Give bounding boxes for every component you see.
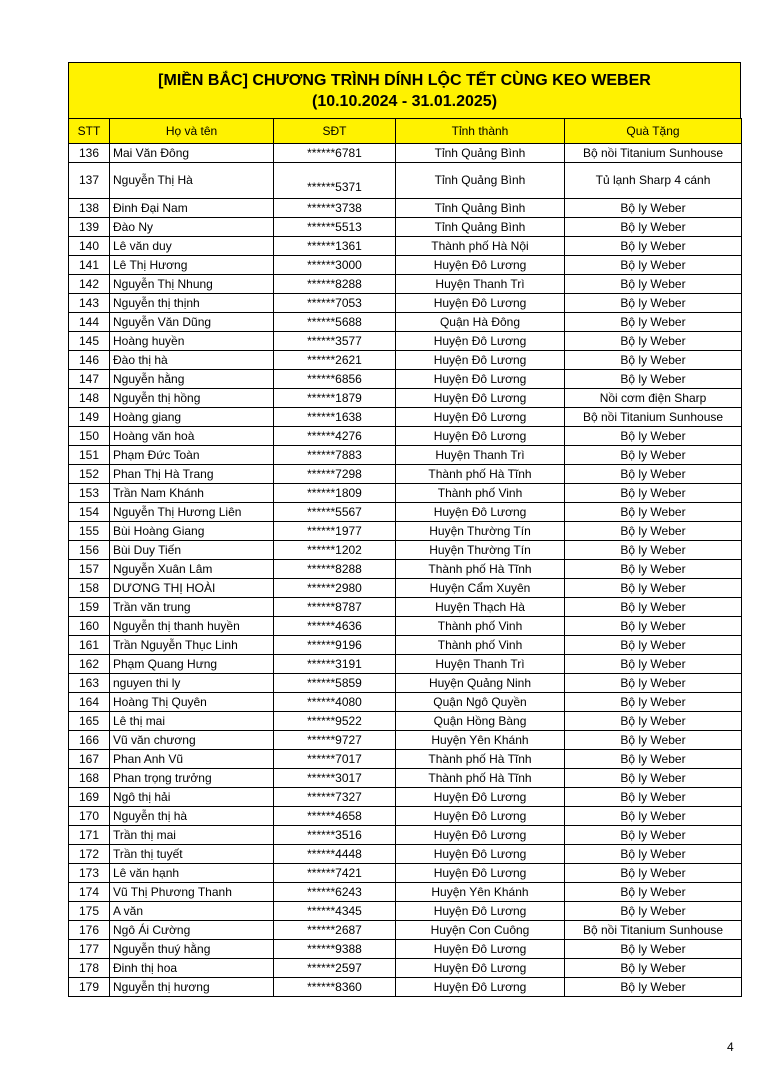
row-gift: Bộ ly Weber xyxy=(565,826,742,845)
row-phone: ******9196 xyxy=(274,636,396,655)
row-phone: ******6781 xyxy=(274,144,396,163)
table-row xyxy=(69,902,742,921)
row-gift: Bộ ly Weber xyxy=(565,237,742,256)
row-gift: Bộ ly Weber xyxy=(565,313,742,332)
row-stt: 145 xyxy=(69,332,110,351)
row-phone: ******7421 xyxy=(274,864,396,883)
row-stt: 179 xyxy=(69,978,110,997)
row-stt: 152 xyxy=(69,465,110,484)
row-stt: 164 xyxy=(69,693,110,712)
row-stt: 168 xyxy=(69,769,110,788)
row-province: Huyện Đô Lương xyxy=(396,408,565,427)
row-stt: 165 xyxy=(69,712,110,731)
row-phone: ******4080 xyxy=(274,693,396,712)
row-gift: Bộ ly Weber xyxy=(565,940,742,959)
row-stt: 169 xyxy=(69,788,110,807)
row-gift: Bộ ly Weber xyxy=(565,465,742,484)
table-row xyxy=(69,370,742,389)
row-phone: ******7298 xyxy=(274,465,396,484)
row-province: Thành phố Vinh xyxy=(396,636,565,655)
table-row xyxy=(69,484,742,503)
table-row xyxy=(69,712,742,731)
row-phone: ******1879 xyxy=(274,389,396,408)
row-name: Trần văn trung xyxy=(110,598,274,617)
table-row xyxy=(69,693,742,712)
row-gift: Bộ nồi Titanium Sunhouse xyxy=(565,144,742,163)
row-stt: 172 xyxy=(69,845,110,864)
row-stt: 138 xyxy=(69,199,110,218)
row-province: Tỉnh Quảng Bình xyxy=(396,218,565,237)
row-phone: ******5859 xyxy=(274,674,396,693)
row-phone: ******1202 xyxy=(274,541,396,560)
row-name: Đinh Đại Nam xyxy=(110,199,274,218)
table-row xyxy=(69,144,742,163)
row-name: A văn xyxy=(110,902,274,921)
row-name: Bùi Duy Tiến xyxy=(110,541,274,560)
row-stt: 137 xyxy=(69,163,110,199)
row-name: Ngô Ái Cường xyxy=(110,921,274,940)
table-row xyxy=(69,845,742,864)
title-line-2: (10.10.2024 - 31.01.2025) xyxy=(311,92,498,110)
row-gift: Bộ ly Weber xyxy=(565,560,742,579)
row-province: Huyện Yên Khánh xyxy=(396,731,565,750)
row-name: Lê văn duy xyxy=(110,237,274,256)
row-gift: Bộ ly Weber xyxy=(565,712,742,731)
row-province: Quận Hà Đông xyxy=(396,313,565,332)
row-name: Phan trọng trưởng xyxy=(110,769,274,788)
row-stt: 167 xyxy=(69,750,110,769)
row-name: Mai Văn Đông xyxy=(110,144,274,163)
row-province: Huyện Đô Lương xyxy=(396,807,565,826)
row-gift: Bộ ly Weber xyxy=(565,199,742,218)
row-phone: ******5371 xyxy=(274,163,396,199)
table-row xyxy=(69,465,742,484)
row-phone: ******7017 xyxy=(274,750,396,769)
row-province: Thành phố Hà Tĩnh xyxy=(396,465,565,484)
row-phone: ******3191 xyxy=(274,655,396,674)
row-province: Huyện Đô Lương xyxy=(396,256,565,275)
row-stt: 177 xyxy=(69,940,110,959)
row-gift: Nồi cơm điện Sharp xyxy=(565,389,742,408)
row-gift: Bộ ly Weber xyxy=(565,218,742,237)
row-name: Phan Anh Vũ xyxy=(110,750,274,769)
table-row xyxy=(69,978,742,997)
row-phone: ******1977 xyxy=(274,522,396,541)
row-name: DƯƠNG THỊ HOÀI xyxy=(110,579,274,598)
row-stt: 158 xyxy=(69,579,110,598)
row-province: Huyện Đô Lương xyxy=(396,332,565,351)
header-gift: Quà Tặng xyxy=(565,119,742,144)
row-gift: Bộ ly Weber xyxy=(565,883,742,902)
row-stt: 171 xyxy=(69,826,110,845)
row-name: Trần Nam Khánh xyxy=(110,484,274,503)
table-row xyxy=(69,332,742,351)
row-phone: ******6856 xyxy=(274,370,396,389)
row-stt: 146 xyxy=(69,351,110,370)
row-stt: 143 xyxy=(69,294,110,313)
table-row xyxy=(69,864,742,883)
row-province: Quận Ngô Quyền xyxy=(396,693,565,712)
row-phone: ******3000 xyxy=(274,256,396,275)
row-name: Nguyễn thị hương xyxy=(110,978,274,997)
row-phone: ******5567 xyxy=(274,503,396,522)
row-gift: Bộ nồi Titanium Sunhouse xyxy=(565,921,742,940)
table-header-row xyxy=(69,119,742,144)
row-stt: 178 xyxy=(69,959,110,978)
row-province: Quận Hồng Bàng xyxy=(396,712,565,731)
row-gift: Bộ ly Weber xyxy=(565,959,742,978)
row-phone: ******4345 xyxy=(274,902,396,921)
row-name: Nguyễn thị thanh huyền xyxy=(110,617,274,636)
row-phone: ******1361 xyxy=(274,237,396,256)
row-gift: Bộ ly Weber xyxy=(565,978,742,997)
row-gift: Bộ ly Weber xyxy=(565,503,742,522)
table-row xyxy=(69,788,742,807)
row-name: Hoàng Thị Quyên xyxy=(110,693,274,712)
row-phone: ******8787 xyxy=(274,598,396,617)
row-gift: Bộ ly Weber xyxy=(565,275,742,294)
row-stt: 153 xyxy=(69,484,110,503)
table-row xyxy=(69,560,742,579)
row-stt: 139 xyxy=(69,218,110,237)
row-stt: 136 xyxy=(69,144,110,163)
row-name: Bùi Hoàng Giang xyxy=(110,522,274,541)
table-row xyxy=(69,959,742,978)
row-province: Thành phố Vinh xyxy=(396,484,565,503)
row-gift: Bộ ly Weber xyxy=(565,522,742,541)
row-name: Vũ văn chương xyxy=(110,731,274,750)
row-gift: Bộ ly Weber xyxy=(565,693,742,712)
row-province: Thành phố Hà Nội xyxy=(396,237,565,256)
row-name: Lê thị mai xyxy=(110,712,274,731)
row-phone: ******3738 xyxy=(274,199,396,218)
row-phone: ******2687 xyxy=(274,921,396,940)
table-row xyxy=(69,731,742,750)
row-province: Huyện Cẩm Xuyên xyxy=(396,579,565,598)
row-phone: ******2597 xyxy=(274,959,396,978)
row-phone: ******9727 xyxy=(274,731,396,750)
row-gift: Bộ ly Weber xyxy=(565,541,742,560)
row-name: Hoàng huyền xyxy=(110,332,274,351)
row-phone: ******1638 xyxy=(274,408,396,427)
row-phone: ******4636 xyxy=(274,617,396,636)
table-row xyxy=(69,598,742,617)
table-row xyxy=(69,750,742,769)
row-stt: 147 xyxy=(69,370,110,389)
row-province: Huyện Đô Lương xyxy=(396,351,565,370)
row-stt: 173 xyxy=(69,864,110,883)
table-row xyxy=(69,826,742,845)
row-name: Nguyễn Thị Nhung xyxy=(110,275,274,294)
table-row xyxy=(69,199,742,218)
row-gift: Bộ ly Weber xyxy=(565,484,742,503)
row-phone: ******3516 xyxy=(274,826,396,845)
row-name: Nguyễn Xuân Lâm xyxy=(110,560,274,579)
table-row xyxy=(69,389,742,408)
table-row xyxy=(69,674,742,693)
table-row xyxy=(69,541,742,560)
row-phone: ******2621 xyxy=(274,351,396,370)
row-gift: Bộ ly Weber xyxy=(565,636,742,655)
row-gift: Bộ ly Weber xyxy=(565,845,742,864)
row-stt: 151 xyxy=(69,446,110,465)
row-stt: 141 xyxy=(69,256,110,275)
table-row xyxy=(69,503,742,522)
row-gift: Bộ ly Weber xyxy=(565,788,742,807)
row-name: Trần thị mai xyxy=(110,826,274,845)
row-province: Huyện Đô Lương xyxy=(396,294,565,313)
row-name: nguyen thi ly xyxy=(110,674,274,693)
row-province: Huyện Đô Lương xyxy=(396,864,565,883)
row-gift: Tủ lạnh Sharp 4 cánh xyxy=(565,163,742,199)
row-phone: ******7883 xyxy=(274,446,396,465)
row-name: Đào Ny xyxy=(110,218,274,237)
row-name: Lê Thị Hương xyxy=(110,256,274,275)
row-gift: Bộ ly Weber xyxy=(565,731,742,750)
row-gift: Bộ nồi Titanium Sunhouse xyxy=(565,408,742,427)
table-row xyxy=(69,617,742,636)
row-stt: 150 xyxy=(69,427,110,446)
table-row xyxy=(69,294,742,313)
table-row xyxy=(69,769,742,788)
row-province: Huyện Đô Lương xyxy=(396,389,565,408)
row-province: Tỉnh Quảng Bình xyxy=(396,199,565,218)
row-province: Thành phố Hà Tĩnh xyxy=(396,750,565,769)
table-row xyxy=(69,636,742,655)
row-stt: 142 xyxy=(69,275,110,294)
row-gift: Bộ ly Weber xyxy=(565,902,742,921)
row-name: Nguyễn thị thịnh xyxy=(110,294,274,313)
row-province: Huyện Thanh Trì xyxy=(396,655,565,674)
row-stt: 159 xyxy=(69,598,110,617)
page-number: 4 xyxy=(727,1040,734,1054)
row-stt: 144 xyxy=(69,313,110,332)
row-gift: Bộ ly Weber xyxy=(565,256,742,275)
row-phone: ******2980 xyxy=(274,579,396,598)
row-phone: ******4448 xyxy=(274,845,396,864)
row-name: Trần thị tuyết xyxy=(110,845,274,864)
row-phone: ******4658 xyxy=(274,807,396,826)
row-name: Nguyễn Thị Hà xyxy=(110,163,274,199)
row-province: Huyện Đô Lương xyxy=(396,826,565,845)
row-province: Huyện Thường Tín xyxy=(396,522,565,541)
row-phone: ******7053 xyxy=(274,294,396,313)
row-name: Nguyễn Văn Dũng xyxy=(110,313,274,332)
row-stt: 154 xyxy=(69,503,110,522)
row-name: Lê văn hạnh xyxy=(110,864,274,883)
row-name: Đinh thị hoa xyxy=(110,959,274,978)
row-name: Nguyễn thuý hằng xyxy=(110,940,274,959)
row-stt: 140 xyxy=(69,237,110,256)
row-name: Đào thị hà xyxy=(110,351,274,370)
header-stt: STT xyxy=(69,119,110,144)
row-gift: Bộ ly Weber xyxy=(565,617,742,636)
row-name: Trần Nguyễn Thục Linh xyxy=(110,636,274,655)
row-name: Phạm Quang Hưng xyxy=(110,655,274,674)
table-row xyxy=(69,883,742,902)
row-stt: 160 xyxy=(69,617,110,636)
table-row xyxy=(69,427,742,446)
header-province: Tỉnh thành xyxy=(396,119,565,144)
row-gift: Bộ ly Weber xyxy=(565,427,742,446)
row-stt: 174 xyxy=(69,883,110,902)
table-row xyxy=(69,807,742,826)
row-gift: Bộ ly Weber xyxy=(565,807,742,826)
table-row xyxy=(69,256,742,275)
row-province: Huyện Đô Lương xyxy=(396,959,565,978)
row-name: Phạm Đức Toàn xyxy=(110,446,274,465)
table-row xyxy=(69,313,742,332)
row-name: Phan Thị Hà Trang xyxy=(110,465,274,484)
row-phone: ******5513 xyxy=(274,218,396,237)
row-name: Nguyễn thị hà xyxy=(110,807,274,826)
table-row xyxy=(69,163,742,199)
row-gift: Bộ ly Weber xyxy=(565,294,742,313)
row-gift: Bộ ly Weber xyxy=(565,655,742,674)
row-province: Huyện Đô Lương xyxy=(396,845,565,864)
row-province: Huyện Đô Lương xyxy=(396,370,565,389)
row-name: Hoàng giang xyxy=(110,408,274,427)
row-province: Huyện Đô Lương xyxy=(396,788,565,807)
row-gift: Bộ ly Weber xyxy=(565,674,742,693)
table-row xyxy=(69,218,742,237)
table-row xyxy=(69,522,742,541)
row-gift: Bộ ly Weber xyxy=(565,769,742,788)
row-gift: Bộ ly Weber xyxy=(565,864,742,883)
row-province: Huyện Thanh Trì xyxy=(396,275,565,294)
row-stt: 149 xyxy=(69,408,110,427)
row-stt: 166 xyxy=(69,731,110,750)
row-province: Thành phố Hà Tĩnh xyxy=(396,769,565,788)
row-phone: ******8288 xyxy=(274,275,396,294)
row-province: Huyện Yên Khánh xyxy=(396,883,565,902)
table-row xyxy=(69,446,742,465)
row-province: Tỉnh Quảng Bình xyxy=(396,163,565,199)
row-phone: ******4276 xyxy=(274,427,396,446)
row-province: Huyện Đô Lương xyxy=(396,902,565,921)
row-stt: 148 xyxy=(69,389,110,408)
row-gift: Bộ ly Weber xyxy=(565,750,742,769)
row-stt: 175 xyxy=(69,902,110,921)
row-gift: Bộ ly Weber xyxy=(565,351,742,370)
row-phone: ******3017 xyxy=(274,769,396,788)
title-banner xyxy=(68,62,741,118)
row-phone: ******7327 xyxy=(274,788,396,807)
row-gift: Bộ ly Weber xyxy=(565,370,742,389)
row-gift: Bộ ly Weber xyxy=(565,598,742,617)
row-province: Huyện Đô Lương xyxy=(396,978,565,997)
table-row xyxy=(69,921,742,940)
row-province: Thành phố Vinh xyxy=(396,617,565,636)
row-name: Vũ Thị Phương Thanh xyxy=(110,883,274,902)
row-stt: 176 xyxy=(69,921,110,940)
header-phone: SĐT xyxy=(274,119,396,144)
table-row xyxy=(69,237,742,256)
row-stt: 161 xyxy=(69,636,110,655)
table-row xyxy=(69,579,742,598)
row-province: Huyện Con Cuông xyxy=(396,921,565,940)
row-name: Nguyễn thị hồng xyxy=(110,389,274,408)
row-phone: ******8288 xyxy=(274,560,396,579)
row-phone: ******1809 xyxy=(274,484,396,503)
table-row xyxy=(69,408,742,427)
row-gift: Bộ ly Weber xyxy=(565,332,742,351)
title-line-1: [MIỀN BẮC] CHƯƠNG TRÌNH DÍNH LỘC TẾT CÙNG KEO WEBER xyxy=(158,71,651,89)
row-name: Nguyễn hằng xyxy=(110,370,274,389)
row-stt: 163 xyxy=(69,674,110,693)
row-province: Huyện Đô Lương xyxy=(396,427,565,446)
winner-list-sheet xyxy=(68,62,741,997)
row-stt: 157 xyxy=(69,560,110,579)
row-phone: ******5688 xyxy=(274,313,396,332)
row-province: Huyện Thường Tín xyxy=(396,541,565,560)
winner-table xyxy=(68,118,742,997)
row-name: Hoàng văn hoà xyxy=(110,427,274,446)
row-province: Huyện Đô Lương xyxy=(396,503,565,522)
row-gift: Bộ ly Weber xyxy=(565,446,742,465)
row-phone: ******8360 xyxy=(274,978,396,997)
row-stt: 156 xyxy=(69,541,110,560)
row-province: Huyện Thạch Hà xyxy=(396,598,565,617)
table-row xyxy=(69,275,742,294)
table-row xyxy=(69,351,742,370)
row-phone: ******9522 xyxy=(274,712,396,731)
table-row xyxy=(69,655,742,674)
row-phone: ******9388 xyxy=(274,940,396,959)
table-row xyxy=(69,940,742,959)
row-province: Huyện Quảng Ninh xyxy=(396,674,565,693)
row-phone: ******3577 xyxy=(274,332,396,351)
row-phone: ******6243 xyxy=(274,883,396,902)
row-province: Thành phố Hà Tĩnh xyxy=(396,560,565,579)
row-gift: Bộ ly Weber xyxy=(565,579,742,598)
row-name: Ngô thị hải xyxy=(110,788,274,807)
row-province: Huyện Thanh Trì xyxy=(396,446,565,465)
row-stt: 155 xyxy=(69,522,110,541)
row-name: Nguyễn Thị Hương Liên xyxy=(110,503,274,522)
header-name: Họ và tên xyxy=(110,119,274,144)
row-province: Tỉnh Quảng Bình xyxy=(396,144,565,163)
row-province: Huyện Đô Lương xyxy=(396,940,565,959)
row-stt: 162 xyxy=(69,655,110,674)
row-stt: 170 xyxy=(69,807,110,826)
